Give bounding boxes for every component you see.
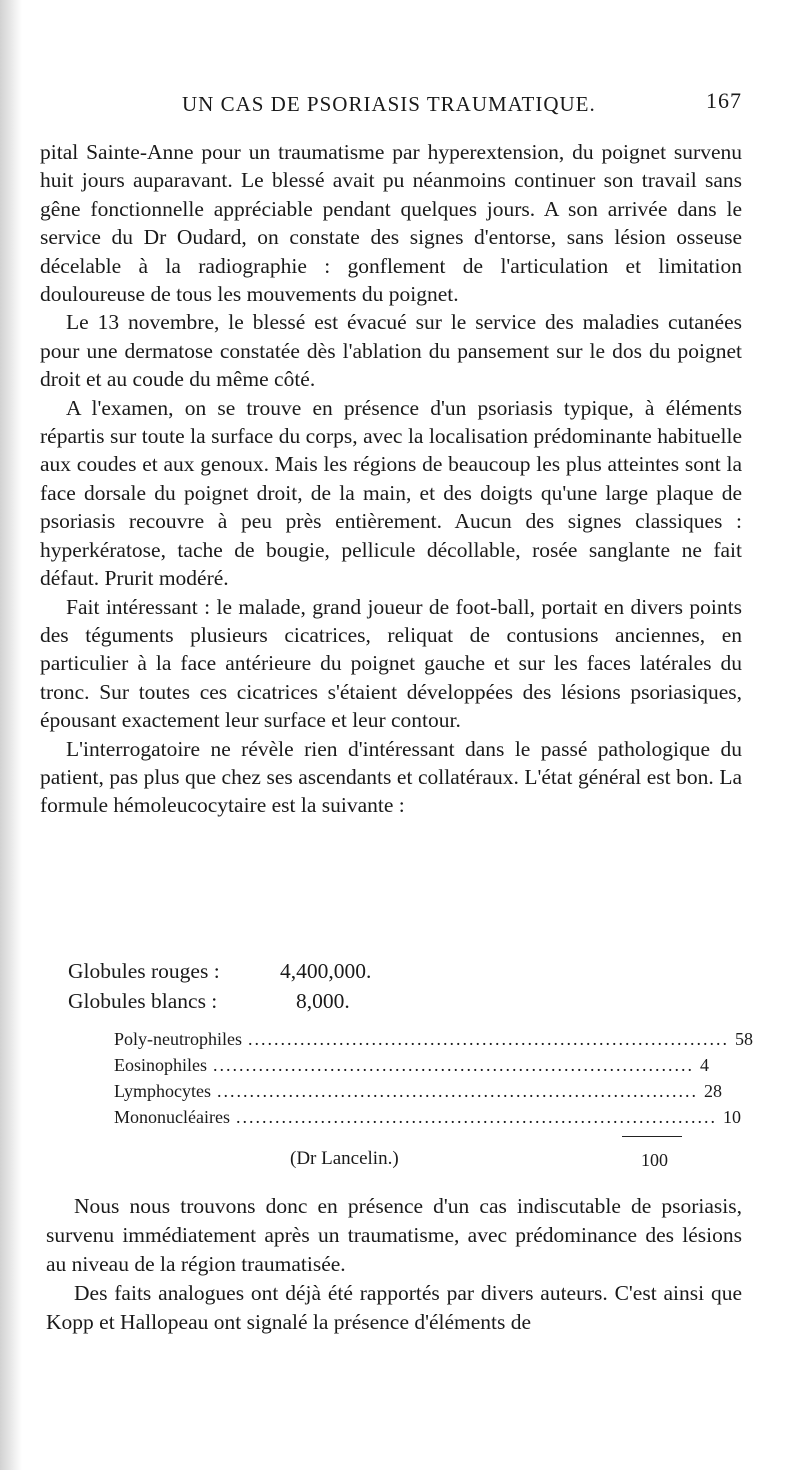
- leukocyte-formula: [114, 1026, 753, 1130]
- page-number: 167: [706, 88, 742, 113]
- blood-count-value: 8,000.: [296, 989, 350, 1013]
- leader-dots: ..........................................................................: [235, 1107, 717, 1127]
- formula-label: Mononucléaires: [114, 1107, 230, 1127]
- paragraph: L'interrogatoire ne révèle rien d'intéressant dans le passé pathologique du patient, pas plus que chez ses ascendants et collatéraux. L'état général est bon. La formule hémoleucocytaire est la suivante :: [40, 736, 742, 818]
- body-text: [40, 138, 742, 820]
- page-header: [182, 88, 742, 122]
- leader-dots: ..........................................................................: [217, 1081, 698, 1101]
- leader-dots: ..........................................................................: [248, 1029, 729, 1049]
- blood-count-label: Globules blancs :: [68, 989, 218, 1013]
- paragraph: Des faits analogues ont déjà été rapportés par divers auteurs. C'est ainsi que Kopp et Hallopeau ont signalé la présence d'éléments de: [46, 1281, 742, 1334]
- paragraph: Fait intéressant : le malade, grand joueur de foot-ball, portait en divers points des téguments plusieurs cicatrices, reliquat de contusions anciennes, en particulier à la face antérieure du poignet gauche et sur les faces latérales du tronc. Sur toutes ces cicatrices s'étaient développées des lésions psoriasiques, épousant exactement leur surface et leur contour.: [40, 594, 742, 733]
- formula-value: 58: [735, 1029, 753, 1049]
- paragraph: Nous nous trouvons donc en présence d'un cas indiscutable de psoriasis, survenu immédiatement après un traumatisme, avec prédominance des lésions au niveau de la région traumatisée.: [46, 1194, 742, 1276]
- blood-count-label: Globules rouges :: [68, 959, 220, 983]
- paragraph: A l'examen, on se trouve en présence d'un psoriasis typique, à éléments répartis sur toute la surface du corps, avec la localisation prédominante habituelle aux coudes et aux genoux. Mais les régions de beaucoup les plus atteintes sont la face dorsale du poignet droit, de la main, et des doigts qu'une large plaque de psoriasis recouvre à peu près entièrement. Aucun des signes classiques : hyperkératose, tache de bougie, pellicule décollable, rosée sanglante ne fait défaut. Prurit modéré.: [40, 395, 742, 591]
- formula-value: 10: [722, 1107, 741, 1127]
- formula-value: 4: [700, 1055, 709, 1075]
- formula-row: [114, 1026, 753, 1052]
- formula-row: [114, 1052, 709, 1078]
- page-edge-shadow: [0, 0, 22, 1470]
- formula-row: [114, 1104, 741, 1130]
- blood-count-row: [68, 986, 468, 1016]
- formula-label: Eosinophiles: [114, 1055, 207, 1075]
- paragraph: pital Sainte-Anne pour un traumatisme par hyperextension, du poignet survenu huit jours auparavant. Le blessé avait pu néanmoins continuer son travail sans gêne fonctionnelle appréciable pendant quelques jours. A son arrivée dans le service du Dr Oudard, on constate des signes d'entorse, sans lésion osseuse décelable à la radiographie : gonflement de l'articulation et limitation douloureuse de tous les mouvements du poignet.: [40, 140, 742, 307]
- formula-value: 28: [704, 1081, 722, 1101]
- total-rule: [622, 1136, 682, 1137]
- running-title: UN CAS DE PSORIASIS TRAUMATIQUE.: [182, 92, 596, 116]
- formula-source: (Dr Lancelin.): [290, 1148, 399, 1169]
- formula-label: Lymphocytes: [114, 1081, 211, 1101]
- body-text-continued: [46, 1192, 742, 1337]
- blood-count-row: [68, 956, 468, 986]
- blood-count-value: 4,400,000.: [280, 959, 372, 983]
- leader-dots: ..........................................................................: [213, 1055, 694, 1075]
- formula-label: Poly-neutrophiles: [114, 1029, 242, 1049]
- formula-total: 100: [641, 1150, 668, 1170]
- formula-row: [114, 1078, 722, 1104]
- blood-counts: [68, 956, 468, 1016]
- paragraph: Le 13 novembre, le blessé est évacué sur le service des maladies cutanées pour une dermatose constatée dès l'ablation du pansement sur le dos du poignet droit et au coude du même côté.: [40, 310, 742, 392]
